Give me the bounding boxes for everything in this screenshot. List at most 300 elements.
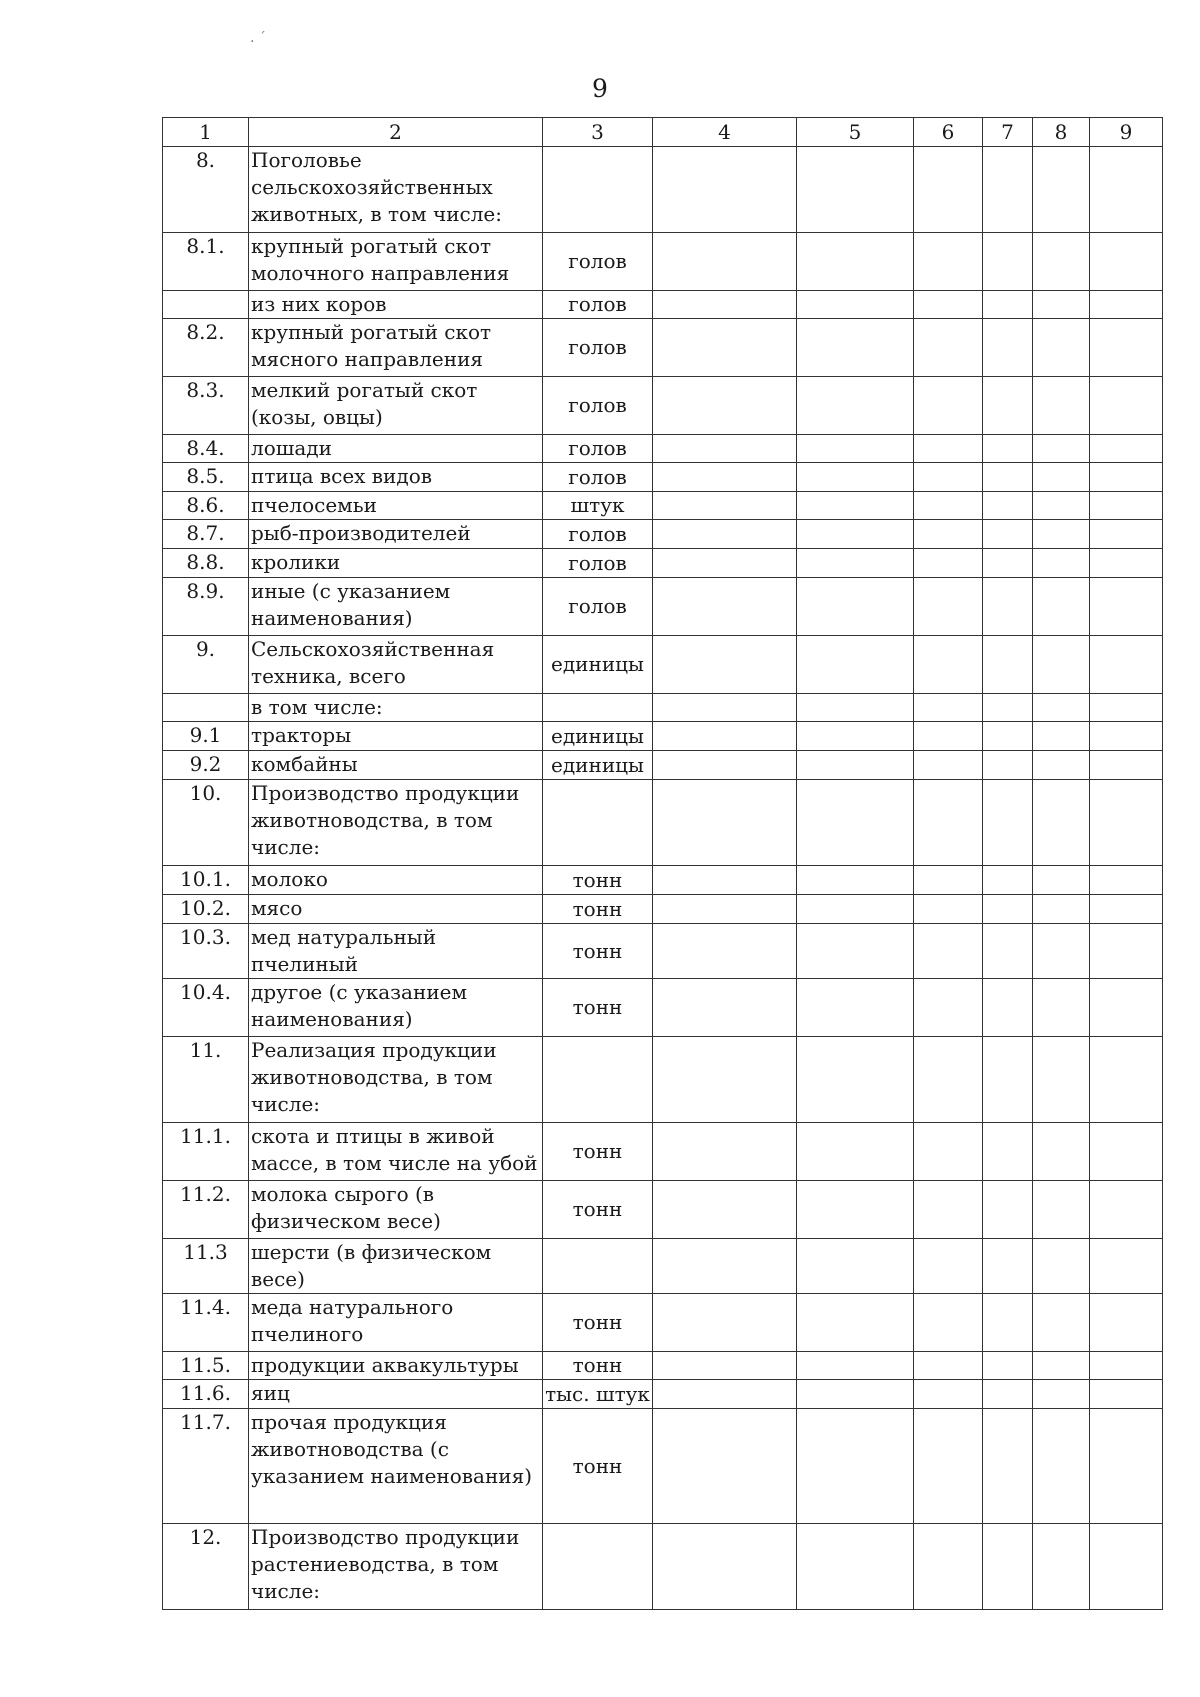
- value-cell-col-9[interactable]: [1090, 1524, 1163, 1610]
- page-number: 9: [592, 74, 608, 103]
- row-indicator-name: меда натурального пчелиного: [249, 1294, 543, 1352]
- value-cell-col-9[interactable]: [1090, 751, 1163, 780]
- row-number: 9.: [163, 636, 249, 694]
- row-number: 11.1.: [163, 1123, 249, 1181]
- value-cell-col-9[interactable]: [1090, 924, 1163, 979]
- row-indicator-name: кролики: [249, 549, 543, 578]
- value-cell-col-7[interactable]: [983, 780, 1033, 866]
- row-unit: [543, 1037, 653, 1123]
- column-header-2: 2: [249, 118, 543, 147]
- value-cell-col-7[interactable]: [983, 924, 1033, 979]
- value-cell-col-7[interactable]: [983, 147, 1033, 233]
- value-cell-col-7[interactable]: [983, 866, 1033, 895]
- value-cell-col-8[interactable]: [1033, 492, 1090, 520]
- value-cell-col-8[interactable]: [1033, 1524, 1090, 1610]
- value-cell-col-4[interactable]: [653, 636, 797, 694]
- value-cell-col-6[interactable]: [914, 492, 983, 520]
- value-cell-col-6[interactable]: [914, 722, 983, 751]
- value-cell-col-6[interactable]: [914, 866, 983, 895]
- row-number: 8.4.: [163, 435, 249, 463]
- table-row: [163, 520, 1163, 549]
- row-unit: тонн: [543, 979, 653, 1037]
- value-cell-col-7[interactable]: [983, 377, 1033, 435]
- value-cell-col-6[interactable]: [914, 1294, 983, 1352]
- value-cell-col-4[interactable]: [653, 1239, 797, 1294]
- value-cell-col-6[interactable]: [914, 895, 983, 924]
- value-cell-col-5[interactable]: [797, 492, 914, 520]
- value-cell-col-4[interactable]: [653, 319, 797, 377]
- row-unit: тонн: [543, 1409, 653, 1524]
- value-cell-col-5[interactable]: [797, 694, 914, 722]
- value-cell-col-7[interactable]: [983, 1037, 1033, 1123]
- value-cell-col-6[interactable]: [914, 147, 983, 233]
- value-cell-col-5[interactable]: [797, 435, 914, 463]
- table-row: [163, 1037, 1163, 1123]
- row-indicator-name: шерсти (в физическом весе): [249, 1239, 543, 1294]
- value-cell-col-5[interactable]: [797, 780, 914, 866]
- row-indicator-name: Сельскохозяйственная техника, всего: [249, 636, 543, 694]
- value-cell-col-7[interactable]: [983, 578, 1033, 636]
- value-cell-col-7[interactable]: [983, 492, 1033, 520]
- value-cell-col-7[interactable]: [983, 549, 1033, 578]
- value-cell-col-8[interactable]: [1033, 1294, 1090, 1352]
- row-indicator-name: Поголовье сельскохозяйственных животных, в том числе:: [249, 147, 543, 233]
- value-cell-col-5[interactable]: [797, 147, 914, 233]
- row-indicator-name: иные (с указанием наименования): [249, 578, 543, 636]
- row-number: 10.4.: [163, 979, 249, 1037]
- value-cell-col-7[interactable]: [983, 319, 1033, 377]
- table-row: [163, 1294, 1163, 1352]
- table-row: [163, 147, 1163, 233]
- value-cell-col-8[interactable]: [1033, 979, 1090, 1037]
- row-unit: [543, 1239, 653, 1294]
- value-cell-col-6[interactable]: [914, 578, 983, 636]
- value-cell-col-5[interactable]: [797, 1181, 914, 1239]
- value-cell-col-4[interactable]: [653, 694, 797, 722]
- value-cell-col-8[interactable]: [1033, 1037, 1090, 1123]
- value-cell-col-8[interactable]: [1033, 435, 1090, 463]
- value-cell-col-5[interactable]: [797, 1294, 914, 1352]
- value-cell-col-7[interactable]: [983, 435, 1033, 463]
- value-cell-col-9[interactable]: [1090, 979, 1163, 1037]
- value-cell-col-8[interactable]: [1033, 233, 1090, 291]
- row-number: [163, 694, 249, 722]
- value-cell-col-6[interactable]: [914, 751, 983, 780]
- row-unit: тонн: [543, 1181, 653, 1239]
- value-cell-col-5[interactable]: [797, 1524, 914, 1610]
- value-cell-col-9[interactable]: [1090, 1181, 1163, 1239]
- value-cell-col-7[interactable]: [983, 722, 1033, 751]
- table-row: [163, 549, 1163, 578]
- value-cell-col-4[interactable]: [653, 979, 797, 1037]
- row-unit: голов: [543, 578, 653, 636]
- value-cell-col-5[interactable]: [797, 1123, 914, 1181]
- table-row: [163, 377, 1163, 435]
- row-number: 11.6.: [163, 1380, 249, 1409]
- table-row: [163, 722, 1163, 751]
- row-indicator-name: скота и птицы в живой массе, в том числе на убой: [249, 1123, 543, 1181]
- value-cell-col-8[interactable]: [1033, 520, 1090, 549]
- value-cell-col-8[interactable]: [1033, 463, 1090, 492]
- value-cell-col-7[interactable]: [983, 979, 1033, 1037]
- value-cell-col-4[interactable]: [653, 924, 797, 979]
- row-indicator-name: молока сырого (в физическом весе): [249, 1181, 543, 1239]
- value-cell-col-5[interactable]: [797, 979, 914, 1037]
- table-row: [163, 780, 1163, 866]
- row-number: 8.2.: [163, 319, 249, 377]
- value-cell-col-8[interactable]: [1033, 549, 1090, 578]
- value-cell-col-9[interactable]: [1090, 578, 1163, 636]
- value-cell-col-4[interactable]: [653, 1380, 797, 1409]
- value-cell-col-5[interactable]: [797, 233, 914, 291]
- value-cell-col-6[interactable]: [914, 979, 983, 1037]
- row-unit: голов: [543, 377, 653, 435]
- table-row: [163, 979, 1163, 1037]
- value-cell-col-6[interactable]: [914, 291, 983, 319]
- value-cell-col-8[interactable]: [1033, 751, 1090, 780]
- row-indicator-name: прочая продукция животноводства (с указанием наименования): [249, 1409, 543, 1524]
- row-number: 10.1.: [163, 866, 249, 895]
- value-cell-col-8[interactable]: [1033, 694, 1090, 722]
- table-row: [163, 636, 1163, 694]
- row-number: 10.3.: [163, 924, 249, 979]
- value-cell-col-8[interactable]: [1033, 377, 1090, 435]
- value-cell-col-8[interactable]: [1033, 924, 1090, 979]
- row-indicator-name: крупный рогатый скот мясного направления: [249, 319, 543, 377]
- row-unit: тонн: [543, 1352, 653, 1380]
- table-row: [163, 578, 1163, 636]
- value-cell-col-5[interactable]: [797, 924, 914, 979]
- value-cell-col-4[interactable]: [653, 722, 797, 751]
- value-cell-col-6[interactable]: [914, 1123, 983, 1181]
- value-cell-col-9[interactable]: [1090, 636, 1163, 694]
- value-cell-col-9[interactable]: [1090, 233, 1163, 291]
- row-indicator-name: в том числе:: [249, 694, 543, 722]
- value-cell-col-8[interactable]: [1033, 1352, 1090, 1380]
- value-cell-col-5[interactable]: [797, 1380, 914, 1409]
- value-cell-col-6[interactable]: [914, 1239, 983, 1294]
- row-indicator-name: другое (с указанием наименования): [249, 979, 543, 1037]
- row-number: 12.: [163, 1524, 249, 1610]
- value-cell-col-9[interactable]: [1090, 1294, 1163, 1352]
- value-cell-col-5[interactable]: [797, 866, 914, 895]
- value-cell-col-9[interactable]: [1090, 291, 1163, 319]
- row-indicator-name: Производство продукции животноводства, в том числе:: [249, 780, 543, 866]
- column-header-5: 5: [797, 118, 914, 147]
- table-row: [163, 233, 1163, 291]
- value-cell-col-7[interactable]: [983, 520, 1033, 549]
- table-row: [163, 1239, 1163, 1294]
- value-cell-col-8[interactable]: [1033, 147, 1090, 233]
- value-cell-col-5[interactable]: [797, 463, 914, 492]
- value-cell-col-4[interactable]: [653, 1181, 797, 1239]
- column-header-6: 6: [914, 118, 983, 147]
- row-unit: голов: [543, 291, 653, 319]
- value-cell-col-6[interactable]: [914, 1352, 983, 1380]
- value-cell-col-6[interactable]: [914, 694, 983, 722]
- table-row: [163, 924, 1163, 979]
- value-cell-col-6[interactable]: [914, 1037, 983, 1123]
- value-cell-col-8[interactable]: [1033, 636, 1090, 694]
- value-cell-col-7[interactable]: [983, 1123, 1033, 1181]
- value-cell-col-9[interactable]: [1090, 722, 1163, 751]
- column-header-1: 1: [163, 118, 249, 147]
- value-cell-col-4[interactable]: [653, 377, 797, 435]
- row-number: 11.2.: [163, 1181, 249, 1239]
- row-indicator-name: мясо: [249, 895, 543, 924]
- column-header-4: 4: [653, 118, 797, 147]
- value-cell-col-4[interactable]: [653, 463, 797, 492]
- row-unit: [543, 1524, 653, 1610]
- row-number: [163, 291, 249, 319]
- value-cell-col-4[interactable]: [653, 549, 797, 578]
- value-cell-col-5[interactable]: [797, 895, 914, 924]
- value-cell-col-5[interactable]: [797, 549, 914, 578]
- value-cell-col-4[interactable]: [653, 780, 797, 866]
- row-unit: [543, 147, 653, 233]
- row-unit: штук: [543, 492, 653, 520]
- value-cell-col-9[interactable]: [1090, 147, 1163, 233]
- row-number: 8.3.: [163, 377, 249, 435]
- column-header-7: 7: [983, 118, 1033, 147]
- value-cell-col-8[interactable]: [1033, 291, 1090, 319]
- value-cell-col-5[interactable]: [797, 578, 914, 636]
- header-row: [163, 118, 1163, 147]
- row-unit: тонн: [543, 924, 653, 979]
- row-number: 8.9.: [163, 578, 249, 636]
- value-cell-col-6[interactable]: [914, 780, 983, 866]
- value-cell-col-9[interactable]: [1090, 694, 1163, 722]
- value-cell-col-7[interactable]: [983, 694, 1033, 722]
- row-indicator-name: мелкий рогатый скот (козы, овцы): [249, 377, 543, 435]
- value-cell-col-9[interactable]: [1090, 1123, 1163, 1181]
- value-cell-col-4[interactable]: [653, 1037, 797, 1123]
- row-number: 11.: [163, 1037, 249, 1123]
- value-cell-col-6[interactable]: [914, 319, 983, 377]
- row-indicator-name: продукции аквакультуры: [249, 1352, 543, 1380]
- value-cell-col-8[interactable]: [1033, 1239, 1090, 1294]
- table-row: [163, 1352, 1163, 1380]
- value-cell-col-4[interactable]: [653, 520, 797, 549]
- row-indicator-name: молоко: [249, 866, 543, 895]
- value-cell-col-4[interactable]: [653, 1123, 797, 1181]
- row-number: 8.: [163, 147, 249, 233]
- row-number: 11.7.: [163, 1409, 249, 1524]
- value-cell-col-6[interactable]: [914, 1524, 983, 1610]
- column-header-8: 8: [1033, 118, 1090, 147]
- value-cell-col-4[interactable]: [653, 1524, 797, 1610]
- value-cell-col-5[interactable]: [797, 520, 914, 549]
- row-unit: единицы: [543, 751, 653, 780]
- value-cell-col-7[interactable]: [983, 636, 1033, 694]
- row-indicator-name: Реализация продукции животноводства, в том числе:: [249, 1037, 543, 1123]
- row-unit: голов: [543, 435, 653, 463]
- value-cell-col-9[interactable]: [1090, 1239, 1163, 1294]
- row-unit: голов: [543, 463, 653, 492]
- table-row: [163, 694, 1163, 722]
- row-unit: голов: [543, 319, 653, 377]
- row-number: 8.5.: [163, 463, 249, 492]
- value-cell-col-5[interactable]: [797, 751, 914, 780]
- value-cell-col-9[interactable]: [1090, 1037, 1163, 1123]
- row-unit: тонн: [543, 1294, 653, 1352]
- row-number: 9.1: [163, 722, 249, 751]
- row-indicator-name: крупный рогатый скот молочного направления: [249, 233, 543, 291]
- value-cell-col-8[interactable]: [1033, 1181, 1090, 1239]
- value-cell-col-6[interactable]: [914, 435, 983, 463]
- value-cell-col-9[interactable]: [1090, 1352, 1163, 1380]
- value-cell-col-4[interactable]: [653, 492, 797, 520]
- row-number: 11.3: [163, 1239, 249, 1294]
- value-cell-col-4[interactable]: [653, 1294, 797, 1352]
- value-cell-col-4[interactable]: [653, 578, 797, 636]
- table-row: [163, 1123, 1163, 1181]
- table-row: [163, 291, 1163, 319]
- value-cell-col-4[interactable]: [653, 866, 797, 895]
- row-unit: единицы: [543, 722, 653, 751]
- row-number: 9.2: [163, 751, 249, 780]
- value-cell-col-8[interactable]: [1033, 1123, 1090, 1181]
- value-cell-col-8[interactable]: [1033, 1380, 1090, 1409]
- value-cell-col-6[interactable]: [914, 1409, 983, 1524]
- value-cell-col-9[interactable]: [1090, 520, 1163, 549]
- value-cell-col-8[interactable]: [1033, 319, 1090, 377]
- value-cell-col-6[interactable]: [914, 377, 983, 435]
- value-cell-col-8[interactable]: [1033, 895, 1090, 924]
- value-cell-col-6[interactable]: [914, 520, 983, 549]
- row-number: 8.6.: [163, 492, 249, 520]
- value-cell-col-6[interactable]: [914, 549, 983, 578]
- table-row: [163, 1524, 1163, 1610]
- value-cell-col-4[interactable]: [653, 751, 797, 780]
- value-cell-col-4[interactable]: [653, 1409, 797, 1524]
- value-cell-col-6[interactable]: [914, 1380, 983, 1409]
- row-unit: голов: [543, 520, 653, 549]
- value-cell-col-4[interactable]: [653, 233, 797, 291]
- value-cell-col-4[interactable]: [653, 435, 797, 463]
- value-cell-col-5[interactable]: [797, 291, 914, 319]
- row-number: 8.8.: [163, 549, 249, 578]
- column-header-3: 3: [543, 118, 653, 147]
- row-indicator-name: из них коров: [249, 291, 543, 319]
- value-cell-col-9[interactable]: [1090, 895, 1163, 924]
- livestock-form-table: [162, 117, 1163, 1610]
- value-cell-col-9[interactable]: [1090, 866, 1163, 895]
- value-cell-col-9[interactable]: [1090, 549, 1163, 578]
- value-cell-col-8[interactable]: [1033, 722, 1090, 751]
- value-cell-col-9[interactable]: [1090, 1380, 1163, 1409]
- row-number: 10.: [163, 780, 249, 866]
- table-row: [163, 1380, 1163, 1409]
- table-row: [163, 492, 1163, 520]
- value-cell-col-5[interactable]: [797, 1239, 914, 1294]
- row-number: 11.5.: [163, 1352, 249, 1380]
- row-unit: голов: [543, 233, 653, 291]
- row-unit: голов: [543, 549, 653, 578]
- row-unit: тонн: [543, 1123, 653, 1181]
- table-row: [163, 1181, 1163, 1239]
- value-cell-col-9[interactable]: [1090, 492, 1163, 520]
- row-number: 8.7.: [163, 520, 249, 549]
- value-cell-col-9[interactable]: [1090, 780, 1163, 866]
- table-row: [163, 1409, 1163, 1524]
- value-cell-col-6[interactable]: [914, 233, 983, 291]
- row-indicator-name: мед натуральный пчелиный: [249, 924, 543, 979]
- value-cell-col-5[interactable]: [797, 1037, 914, 1123]
- value-cell-col-6[interactable]: [914, 463, 983, 492]
- column-header-9: 9: [1090, 118, 1163, 147]
- row-indicator-name: комбайны: [249, 751, 543, 780]
- value-cell-col-8[interactable]: [1033, 780, 1090, 866]
- value-cell-col-7[interactable]: [983, 1524, 1033, 1610]
- row-unit: тонн: [543, 866, 653, 895]
- row-indicator-name: лошади: [249, 435, 543, 463]
- table-row: [163, 866, 1163, 895]
- value-cell-col-8[interactable]: [1033, 578, 1090, 636]
- row-unit: тыс. штук: [543, 1380, 653, 1409]
- row-indicator-name: пчелосемьи: [249, 492, 543, 520]
- value-cell-col-7[interactable]: [983, 291, 1033, 319]
- value-cell-col-9[interactable]: [1090, 377, 1163, 435]
- value-cell-col-7[interactable]: [983, 751, 1033, 780]
- value-cell-col-5[interactable]: [797, 722, 914, 751]
- value-cell-col-6[interactable]: [914, 636, 983, 694]
- value-cell-col-7[interactable]: [983, 1294, 1033, 1352]
- value-cell-col-9[interactable]: [1090, 319, 1163, 377]
- value-cell-col-7[interactable]: [983, 463, 1033, 492]
- value-cell-col-6[interactable]: [914, 924, 983, 979]
- value-cell-col-7[interactable]: [983, 1409, 1033, 1524]
- value-cell-col-4[interactable]: [653, 1352, 797, 1380]
- value-cell-col-5[interactable]: [797, 319, 914, 377]
- value-cell-col-7[interactable]: [983, 233, 1033, 291]
- row-number: 8.1.: [163, 233, 249, 291]
- row-unit: тонн: [543, 895, 653, 924]
- value-cell-col-6[interactable]: [914, 1181, 983, 1239]
- value-cell-col-5[interactable]: [797, 636, 914, 694]
- value-cell-col-9[interactable]: [1090, 435, 1163, 463]
- value-cell-col-5[interactable]: [797, 1409, 914, 1524]
- row-number: 10.2.: [163, 895, 249, 924]
- row-indicator-name: рыб-производителей: [249, 520, 543, 549]
- value-cell-col-8[interactable]: [1033, 866, 1090, 895]
- row-indicator-name: Производство продукции растениеводства, в том числе:: [249, 1524, 543, 1610]
- value-cell-col-8[interactable]: [1033, 1409, 1090, 1524]
- value-cell-col-5[interactable]: [797, 1352, 914, 1380]
- value-cell-col-7[interactable]: [983, 1380, 1033, 1409]
- value-cell-col-7[interactable]: [983, 1181, 1033, 1239]
- value-cell-col-9[interactable]: [1090, 463, 1163, 492]
- row-indicator-name: птица всех видов: [249, 463, 543, 492]
- value-cell-col-4[interactable]: [653, 895, 797, 924]
- value-cell-col-4[interactable]: [653, 147, 797, 233]
- value-cell-col-7[interactable]: [983, 1352, 1033, 1380]
- table-row: [163, 319, 1163, 377]
- row-number: 11.4.: [163, 1294, 249, 1352]
- value-cell-col-7[interactable]: [983, 895, 1033, 924]
- table-row: [163, 895, 1163, 924]
- scan-specks: . ´: [250, 30, 266, 46]
- table-row: [163, 463, 1163, 492]
- value-cell-col-4[interactable]: [653, 291, 797, 319]
- value-cell-col-9[interactable]: [1090, 1409, 1163, 1524]
- table-row: [163, 751, 1163, 780]
- row-indicator-name: тракторы: [249, 722, 543, 751]
- value-cell-col-5[interactable]: [797, 377, 914, 435]
- table-row: [163, 435, 1163, 463]
- row-unit: единицы: [543, 636, 653, 694]
- value-cell-col-7[interactable]: [983, 1239, 1033, 1294]
